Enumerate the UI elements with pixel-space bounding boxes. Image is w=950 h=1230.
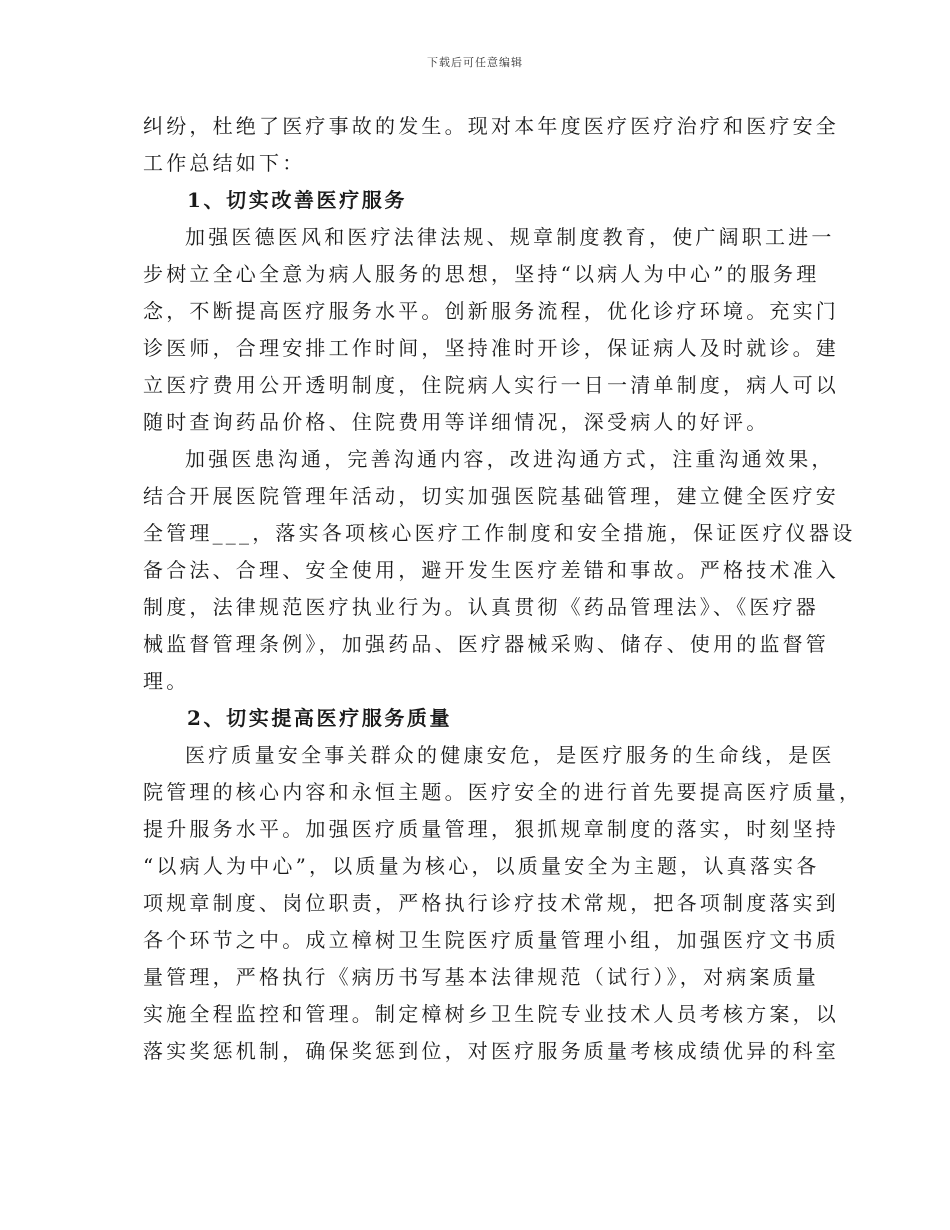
paragraph-line: 量管理，严格执行《病历书写基本法律规范（试行）》，对病案质量 bbox=[143, 965, 819, 989]
paragraph-line: 制度，法律规范医疗执业行为。认真贯彻《药品管理法》、《医疗器 bbox=[143, 595, 819, 619]
paragraph-line: 加强医患沟通，完善沟通内容，改进沟通方式，注重沟通效果， bbox=[185, 447, 835, 471]
paragraph-line: 加强医德医风和医疗法律法规、规章制度教育，使广阔职工进一 bbox=[185, 225, 835, 249]
paragraph-line: 落实奖惩机制，确保奖惩到位，对医疗服务质量考核成绩优异的科室 bbox=[143, 1039, 839, 1063]
paragraph-line: 工作总结如下： bbox=[143, 151, 306, 175]
paragraph-line: 院管理的核心内容和永恒主题。医疗安全的进行首先要提高医疗质量， bbox=[143, 780, 863, 804]
paragraph-line: 结合开展医院管理年活动，切实加强医院基础管理，建立健全医疗安 bbox=[143, 484, 839, 508]
section-heading: 1、切实改善医疗服务 bbox=[187, 188, 407, 212]
paragraph-line: “以病人为中心”，以质量为核心，以质量安全为主题，认真落实各 bbox=[143, 854, 820, 878]
paragraph-line: 立医疗费用公开透明制度，住院病人实行一日一清单制度，病人可以 bbox=[143, 373, 839, 397]
paragraph-line: 纠纷，杜绝了医疗事故的发生。现对本年度医疗医疗治疗和医疗安全 bbox=[143, 114, 839, 138]
paragraph-line: 项规章制度、岗位职责，严格执行诊疗技术常规，把各项制度落实到 bbox=[143, 891, 839, 915]
paragraph-line: 念，不断提高医疗服务水平。创新服务流程，优化诊疗环境。充实门 bbox=[143, 299, 839, 323]
paragraph-line: 步树立全心全意为病人服务的思想，坚持“以病人为中心”的服务理 bbox=[143, 262, 820, 286]
page-header: 下载后可任意编辑 bbox=[427, 56, 523, 69]
paragraph-line: 医疗质量安全事关群众的健康安危，是医疗服务的生命线，是医 bbox=[185, 743, 835, 767]
paragraph-line: 随时查询药品价格、住院费用等详细情况，深受病人的好评。 bbox=[143, 410, 770, 434]
paragraph-line: 实施全程监控和管理。制定樟树乡卫生院专业技术人员考核方案，以 bbox=[143, 1002, 839, 1026]
paragraph-line: 各个环节之中。成立樟树卫生院医疗质量管理小组，加强医疗文书质 bbox=[143, 928, 839, 952]
paragraph-line: 提升服务水平。加强医疗质量管理，狠抓规章制度的落实，时刻坚持 bbox=[143, 817, 839, 841]
paragraph-line: 诊医师，合理安排工作时间，坚持准时开诊，保证病人及时就诊。建 bbox=[143, 336, 839, 360]
paragraph-line: 备合法、合理、安全使用，避开发生医疗差错和事故。严格技术准入 bbox=[143, 558, 839, 582]
paragraph-line: 械监督管理条例》，加强药品、医疗器械采购、储存、使用的监督管 bbox=[143, 632, 829, 656]
paragraph-line: 全管理___，落实各项核心医疗工作制度和安全措施，保证医疗仪器设 bbox=[143, 521, 856, 545]
section-heading: 2、切实提高医疗服务质量 bbox=[187, 706, 453, 730]
paragraph-line: 理。 bbox=[143, 669, 190, 693]
document-body bbox=[143, 108, 863, 1070]
